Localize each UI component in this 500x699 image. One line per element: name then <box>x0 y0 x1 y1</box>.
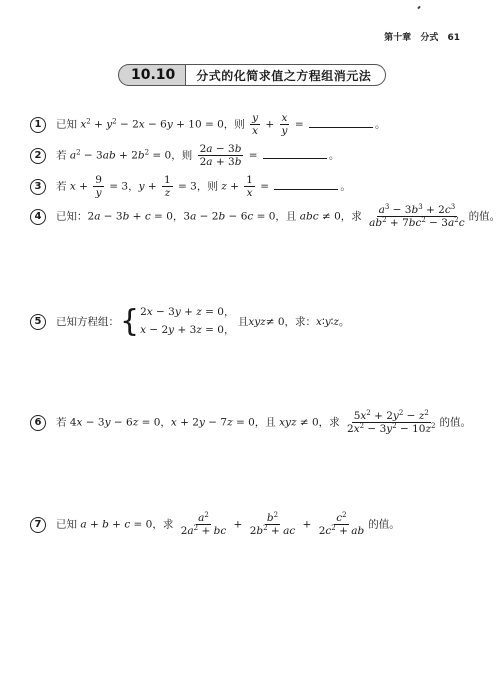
page-header <box>378 30 460 43</box>
equation-system: { 2x − 3y + z = 0， x − 2y + 3z = 0， <box>120 303 235 339</box>
left-brace: { <box>120 303 140 339</box>
chapter-label: 第十章 <box>384 33 412 43</box>
problem-text: 已知 $x^2 + y^2 - 2x - 6y + 10 = 0$，则 $\frac{y}{x}$ + $\frac{x}{y}$ = 。 <box>56 112 386 138</box>
fraction: $\frac{c^2}{2c^2 + ab}$ <box>318 511 365 538</box>
fraction: $\frac{1}{z}$ <box>164 174 171 200</box>
problem-number: 4 <box>30 209 46 225</box>
fraction: $\frac{1}{x}$ <box>246 174 253 200</box>
answer-blank[interactable] <box>309 117 373 128</box>
fraction: $\frac{9}{y}$ <box>95 174 102 200</box>
problem-2 <box>30 143 339 168</box>
section-label: 分式 <box>420 33 439 43</box>
section-title-text: 分式的化简求值之方程组消元法 <box>185 64 386 86</box>
problem-number: 2 <box>30 148 46 164</box>
fraction: $\frac{a^2}{2a^2 + bc}$ <box>180 511 227 538</box>
problem-text: 已知：2a − 3b + c = 0，3a − 2b − 6c = 0，且 abc ≠ 0，求 $\frac{a^3 - 3b^3 + 2c^3}{ab^2 + 7bc^2 - 3a^2c}$ 的值。 <box>56 203 500 230</box>
fraction: $\frac{2a - 3b}{2a + 3b}$ <box>199 143 242 169</box>
fraction: $\frac{5x^2 + 2y^2 - z^2}{2x^2 - 3y^2 - 10z^2}$ <box>347 409 436 436</box>
answer-blank[interactable] <box>274 179 338 190</box>
fraction: $\frac{y}{x}$ <box>252 112 259 138</box>
problem-text: 已知 a + b + c = 0，求 $\frac{a^2}{2a^2 + bc}$ + $\frac{b^2}{2b^2 + ac}$ + $\frac{c^2}{2c^2 + ab}$ 的值。 <box>56 511 400 538</box>
page-number: 61 <box>447 33 460 43</box>
problem-text: 若 x + $\frac{9}{y}$ = 3，y + $\frac{1}{z}$ = 3，则 z + $\frac{1}{x}$ = 。 <box>56 174 351 200</box>
problem-3 <box>30 174 351 199</box>
section-number: 10.10 <box>118 64 185 86</box>
problem-4 <box>30 204 500 229</box>
problem-5 <box>30 304 349 340</box>
fraction: $\frac{x}{y}$ <box>281 112 288 138</box>
problem-text: 若 4x − 3y − 6z = 0，x + 2y − 7z = 0，且 xyz ≠ 0，求 $\frac{5x^2 + 2y^2 - z^2}{2x^2 - 3y^2 - 10z^2}$ 的值。 <box>56 409 472 436</box>
problem-number: 6 <box>30 415 46 431</box>
fraction: $\frac{a^3 - 3b^3 + 2c^3}{ab^2 + 7bc^2 - 3a^2c}$ <box>369 203 465 230</box>
problem-number: 5 <box>30 314 46 330</box>
problem-6 <box>30 410 471 435</box>
problem-1 <box>30 112 385 137</box>
problem-number: 7 <box>30 517 46 533</box>
problem-7 <box>30 512 400 537</box>
answer-blank[interactable] <box>263 148 327 159</box>
problem-text: 已知方程组： { 2x − 3y + z = 0， x − 2y + 3z = 0， 且 xyz ≠ 0，求： x ∶ y ∶ z 。 <box>56 303 350 339</box>
problem-text: 若 $a^2 - 3ab + 2b^2 = 0$，则 $\frac{2a - 3b}{2a + 3b}$ = 。 <box>56 143 340 169</box>
fraction: $\frac{b^2}{2b^2 + ac}$ <box>249 511 296 538</box>
problem-number: 3 <box>30 179 46 195</box>
scan-speck <box>417 6 420 10</box>
section-title <box>118 64 386 86</box>
problem-number: 1 <box>30 117 46 133</box>
